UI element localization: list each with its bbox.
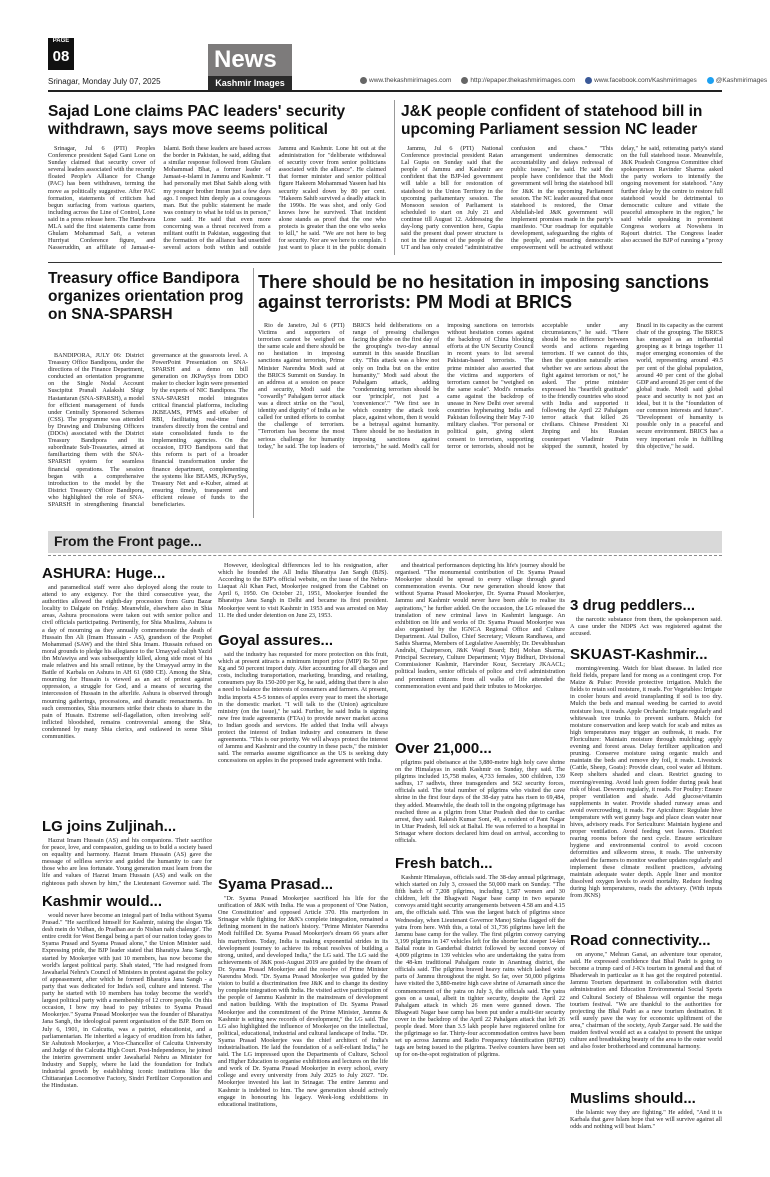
goyal-body: said the industry has requested for more protection on this fruit, which at present attracts a minimum import price (MIP) Rs 50 per Kg and 50 percent import duty. After accounting for all charges and costs, including transportation, marketing, branding, and retailing, consumers pay Rs 150-200 per Kg, he said, adding that there is also a need to balance the interests of consumers and farmers. At present, India imports 4.5-5 tonnes of apples every year to meet the shortage in the domestic market. "I will talk to the (Union) agriculture ministry (on the issue)," he said. Further, he said India is signing new free trade agreements (FTAs) to provide newer market access to Indian goods and services. He added that India will always protect the interest of Indian industry and consumers in these agreements. "This is our priority. We will always protect the interest of Jammu and Kashmir and the country in these pacts," the minister said. The remarks assume significance as the US is seeking duty concessions on apples in the proposed trade agreement with India. bbox=[218, 651, 388, 765]
lg-body: Hazrat Imam Hussain (AS) and his companions. Their sacrifice for peace, love, and compassion, guiding us to build a society based on equality and harmony. Hazrat Imam Hussain (AS) gave the message of selfless service and guided the humanity to care for those who are less fortunate. Young generation must learn from the life and values of Hazrat Imam Hussain (AS) and walk on the righteous path shown by him," the Lieutenant Governor said. The bbox=[42, 837, 212, 887]
story1-headline: Sajad Lone claims PAC leaders' security withdrawn, says move seems political bbox=[48, 103, 346, 138]
muslims-body: the Islamic way they are fighting." He added, "And it is Karbala that gave Islam hope that we will survive against all odds and nothing will beat Islam." bbox=[570, 1109, 722, 1131]
divider bbox=[253, 268, 254, 518]
page-label: PAGE bbox=[48, 38, 74, 44]
section-title: News bbox=[214, 46, 277, 73]
goyal-heading: Goyal assures... bbox=[218, 632, 334, 649]
skuast-heading: SKUAST-Kashmir... bbox=[570, 646, 708, 663]
ashura-heading: ASHURA: Huge... bbox=[42, 565, 166, 582]
globe-icon bbox=[461, 77, 468, 84]
globe-icon bbox=[360, 77, 367, 84]
divider bbox=[394, 100, 395, 255]
twitter-link[interactable]: @Kashmirimages bbox=[707, 77, 767, 84]
header-rule bbox=[48, 90, 722, 92]
drug-body: the narcotic substance from them, the spokesperson said. A case under the NDPS Act was registered against the accused. bbox=[570, 616, 722, 638]
over-body: pilgrims paid obeisance at the 3,880-metre high holy cave shrine on the Himalayas in south Kashmir on Sunday, they said. The pilgrims included 15,758 males, 4,733 females, 300 children, 139 sadhus, 17 sadhvis, three transgenders and 562 security forces, officials said. The total number of pilgrims who visited the cave shrine in the first four days of the 38-day yatra has risen to 69,484, they added. Meanwhile, the death toll in the ongoing pilgrimage has reached three as a pilgrim from Uttar Pradesh died due to cardiac arrest, they said. Rakesh Kumar Soni, 49, a resident of Pant Nagar in Uttar Pradesh, fell sick at Baltal. He was referred to a hospital in Srinagar where doctors declared him dead on arrival, according to officials. bbox=[395, 759, 565, 845]
fresh-body: Kashmir Himalayas, officials said. The 38-day annual pilgrimage, which started on July 3, crossed the 50,000 mark on Sunday. "The fifth batch of 7,208 pilgrims, including 1,587 women and 30 children, left the Bhagwati Nagar base camp in two separate convoys amid tight security arrangements between 4.58 am and 4.15 am, the officials said. This was the largest batch of pilgrims since Wednesday, when Lieutenant Governor Manoj Sinha flagged off the yatra from here. With this, a total of 31,736 pilgrims have left the Jammu base camp for the valley. The first pilgrim convoy carrying 3,199 pilgrims in 147 vehicles left for the shorter but steeper 14-km Baltal route in Ganderbal district followed by second convoy of 4,009 pilgrims in 139 vehicles who are undertaking the yatra from the 48-km traditional Pahalgam route in Anantnag district, the officials said. The pilgrims braved heavy rains which lashed wide parts of Jammu throughout the night. So far, over 50,000 pilgrims have visited the 3,880-metre high cave shrine of Amarnath since the commencement of the yatra on July 3, the officials said. The yatra goes on a usual, albeit in tighter security, despite the April 22 Pahalgam attack in which 26 men were gunned down. The Bhagwati Nagar base camp has been put under a multi-tier security cover in the backdrop of the April 22 Pahalgam attack that left 26 people dead. More than 3.5 lakh people have registered online for the pilgrimage so far. Thirty-four accommodation centres have been set up across Jammu and Radio Frequency Identification (RFID) tags are being issued to the pilgrims. Twelve counters have been set up for on-the-spot registration of pilgrims. bbox=[395, 874, 565, 1059]
facebook-link[interactable]: www.facebook.com/Kashmirimages bbox=[585, 77, 697, 84]
masthead-links bbox=[360, 77, 767, 84]
col2-top: However, ideological differences led to his resignation, after which he founded the All India Bharatiya Jan Sangh (BJS). According to the BJP's official website, on the issue of the Nehru-Liaquat Ali Khan Pact, Mookerjee resigned from the Cabinet on April 6, 1950. On October 21, 1951, Mookerjee founded the Bharatiya Jana Sangh in Delhi and became its first president. Mookerjee went to visit Kashmir in 1953 and was arrested on May 11. He died under detention on June 23, 1953. bbox=[218, 562, 388, 619]
story2-headline: J&K people confident of statehood bill in upcoming Parliament session NC leader bbox=[401, 103, 703, 138]
page-number: 08 bbox=[48, 44, 74, 70]
over-heading: Over 21,000... bbox=[395, 740, 492, 757]
story4-body: Rio de Janeiro, Jul 6 (PTI) Victims and supporters of terrorism cannot be weighed on the same scale and there should be no hesitation in imposing sanctions against terrorists, Prime Minister Narendra Modi said at the BRICS Summit on Sunday. In an address at a session on peace and security, Modi said the "cowardly" Pahalgam terror attack was a direct strike on the "soul, identity and dignity" of India as he called for united efforts to combat the challenge of terrorism. "Terrorism has become the most serious challenge for humanity today," he said. The top leaders of BRICS held deliberations on a range of pressing challenges facing the globe on the first day of the grouping's two-day annual summit in this seaside Brazilian city. "This attack was a blow not only on India but on the entire humanity," Modi said about the Pahalgam attack, adding "condemning terrorism should be our 'principle', not just a 'convenience'." "We first see in which country the attack took place, against whom, then it would be a betrayal against humanity. There should be no hesitation in imposing sanctions against terrorists," he said. Modi's call for imposing sanctions on terrorists without hesitation comes against the backdrop of China blocking efforts at the UN Security Council in recent years to list several Pakistan-based terrorists. The prime minister also asserted that the victims and supporters of terrorism cannot be "weighed on the same scale". Modi's remarks came against the backdrop of unease in New Delhi over several countries hyphenating India and Pakistan following their May 7-10 military clashes. "For personal or political gain, giving silent consent to terrorism, supporting terror or terrorists, should not be acceptable under any circumstances," he said. "There should be no difference between words and actions regarding terrorism. If we cannot do this, then the question naturally arises whether we are serious about the fight against terrorism or not," he asked. The prime minister expressed his "heartfelt gratitude" to the friendly countries who stood with India and supported it following the April 22 Pahalgam terror attack that killed 26 civilians. Chinese President Xi Jinping and his Russian counterpart Vladimir Putin skipped the summit, hosted by Brazil in its capacity as the current chair of the grouping. The BRICS has emerged as an influential grouping as it brings together 11 major emerging economies of the world, representing around 49.5 per cent of the global population, around 40 per cent of the global GDP and around 26 per cent of the global trade. Modi said global peace and security is not just an ideal, but it is the "foundation of our common interests and future". "Development of humanity is possible only in a peaceful and secure environment. BRICS has a very important role in fulfilling this objective," he said. bbox=[258, 322, 723, 450]
muslims-heading: Muslims should... bbox=[570, 1090, 696, 1107]
kashmir-body: would never have become an integral part of India without Syama Prasad." "He sacrificed himself for Kashmir, raising the slogan 'Ek desh mein do Vidhan, do Pradhan aur do Nishan nahi chalenge'. The entire credit for West Bengal being a part of our nation today goes to Syama Prasad and Syama Prasad alone," the Union Minister said. Expressing pride, the BJP leader stated that Bharatiya Jana Sangh, started by Mookerjee with just 10 members, has now become the world's largest political party. Shah stated, "He had resigned from Jawaharlal Nehru's Council of Ministers in protest against the policy of appeasement, after which he formed Bharatiya Jana Sangh - a party that was dedicated for India's soil, culture and interest. The party he started with 10 members has today become the world's largest political party with a membership of 12 crore people. On this occasion, I bow my head to pay tributes to Syama Prasad Mookerjee." Syama Prasad Mookerjee was the founder of Bharatiya Jana Sangh, the ideological parent organisation of the BJP. Born on July 6, 1901, in Calcutta, was a patriot, educationist, and a parliamentarian. He inherited a legacy of erudition from his father, Sir Ashutosh Mookerjee, a Vice-Chancellor of Calcutta University and Judge of the Calcutta High Court. Post-Independence, he joined the interim government under Jawaharlal Nehru as Minister for Industry and Supply, where he laid the foundation for India's industrial growth by establishing iconic institutions like the Chittaranjan Locomotive Factory, Sindri Fertilizer Corporation and the Hindustan. bbox=[42, 912, 212, 1090]
paper-name: Kashmir Images bbox=[208, 76, 292, 90]
lg-heading: LG joins Zuljinah... bbox=[42, 818, 177, 835]
road-heading: Road connectivity... bbox=[570, 932, 711, 949]
col3-top: and theatrical performances depicting his life's journey should be organised. "The monumental contribution of Dr. Syama Prasad Mookerjee should be spread to every village through grand commemoration events. Our new generation should know that without Syama Prasad Mookerjee, Dr. Syama Prasad Mookerjee, Jammu and Kashmir would never have been able to realise its aspirations," he further added. On the occasion, the LG released the translation of new criminal laws in Kashmiri language. An exhibition on life and works of Dr. Syama Prasad Mookerjee was also organised by the IGNCA Regional Office and Culture Department. Atal Dulloo, Chief Secretary; Vikram Randhawa, and Sathis Sharma, Members of Legislative Assembly; Dr. Devabhushan Andrabi, Chairperson, J&K Waqf Board; Brij Mohan Sharma, Principal Secretary, Culture Department; Vijay Bidhuri, Divisional Commissioner Kashmir, Harvinder Kour, Secretary JKAACL; political leaders, senior officials of police and civil administration and prominent citizens from all walks of life attended the commemoration event and paid their tributes to Mookerjee. bbox=[395, 562, 565, 690]
front-page-title: From the Front page... bbox=[54, 533, 202, 549]
twitter-icon bbox=[707, 77, 714, 84]
story1-body: Srinagar, Jul 6 (PTI) Peoples Conference president Sajad Gani Lone on Sunday claimed that security cover of several leaders associated with the recently floated People's Alliance for Change (PAC) has been withdrawn, terming the move as politically suggestive. After PAC formation, statements of criticism had begun surfacing from various quarters, including across the Line of Control, Lone said in a press release here. The Handwara MLA said the first statements came from Ghulam Mohammad Safi, a veteran Hurriyat Conference figure, and Nasseruddin, an affiliate of Jamaat-e-Islami. Both these leaders are based across the border in Pakistan, he said, adding that a similar response followed from Ghulam Mohammad Bhat, a former leader of Jamaat-e-Islami in Jammu and Kashmir. "I had personally met Bhat Sahib along with my younger brother Imran just a few days ago. I respect him deeply as a courageous man. But the public statement he made was contrary to what he told us in person," Lone said. He said that even more concerning was a threat received from a militant outfit in Pakistan, suggesting that the formation of the alliance had unsettled several actors both within and outside Jammu and Kashmir. Lone hit out at the administration for "deliberate withdrawal of security cover from senior politicians associated with the alliance". He claimed that former minister and senior political figure Hakeem Mohammad Yaseen had his security scaled down by 80 per cent. "Hakeem Sahib survived a deadly attack in the 1990s. He was shot, and only God knows how he survived. That incident alone stands as proof that the one who protects is greater than the one who seeks to kill," he said. "We are not here to beg for security. Nor are we here to complain. I just want to place it in the public domain bbox=[48, 145, 386, 252]
website-link[interactable]: www.thekashmirimages.com bbox=[360, 77, 451, 84]
syama-heading: Syama Prasad... bbox=[218, 876, 334, 893]
syama-body: "Dr. Syama Prasad Mookerjee sacrificed his life for the unification of J&K with India. He was a proponent of 'One Nation, One Constitution' and opposed Article 370. His martyrdom in Srinagar while fighting for J&K's complete integration, remained a defining moment in the nation's history. "Prime Minister Narendra Modi fulfilled Dr. Syama Prasad Mookerjee's dream 66 years after his martyrdom. Today, India is making exponential strides in its development journey to achieve its robust resolves of building a strong, united, and developed India," the LG said. The LG said the achievements of J&K post-August 2019 are guided by the dream of Dr. Syama Prasad Mookerjee and the resolve of Prime Minister Narendra Modi. "Dr. Syama Prasad Mookerjee was guided by the vision to build a discrimination free J&K and to change its destiny by complete integration with India. He visited active participation of the people of Jammu Kashmir in the mainstream of development and nation building. With the inspiration of Dr. Syama Prasad Mookerjee and the commitment of the Prime Minister, Jammu & Kashmir is setting new records of development," the LG said. The LG also highlighted the influence of Mookerjee on the intellectual, political, educational, industrial and cultural landscape of India. "Dr. Syama Prasad Mookerjee was the chief architect of India's industrialisation. He laid the foundation of a self-reliant India," he said. The LG impressed upon the Departments of Culture, School and Higher Education to organise exhibitions and lectures on the life and work of Dr. Syama Prasad Mookerjee in every school, every college and every university from July 2025 to July 2027. "Dr. Mookerjee invested his last in Srinagar. The entire Jammu and Kashmir is indebted to him. The new generation should actively engage in honouring his legacy. Week-long exhibitions in educational institutions, bbox=[218, 895, 388, 1108]
story2-body: Jammu, Jul 6 (PTI) National Conference provincial president Ratan Lal Gupta on Sunday said that the people of Jammu and Kashmir are confident that the BJP-led government will table a bill for restoration of statehood to the Union Territory in the upcoming parliamentary session. The Monsoon session of Parliament is scheduled to start on July 21 and continue till August 12. Addressing the day-long party convention here, Gupta said the present dual power structure is not in the interest of the people of the UT and has only created "administrative confusion and chaos." "This arrangement undermines democratic accountability and delays redressal of public issues," he said. He said the people have confidence that the Modi government will bring the statehood bill for J&K in the upcoming Parliament session. The NC leader assured that once statehood is restored, the Omar Abdullah-led J&K government will implement promises made in the party's manifesto. "Our roadmap for equitable development, safeguarding the rights of the people, and ensuring democratic empowerment will be activated without delay," he said, reiterating party's stand on the full statehood issue. Meanwhile, J&K Pradesh Congress Committee chief spokesperson Ravinder Sharma asked the party workers to intensify the ongoing movement for statehood. "Any further delay by the centre to restore full statehood would be detrimental to democratic culture and vitiate the peaceful atmosphere in the region," he said while speaking in prominent Congress workers at Nowshera in Rajouri district. The Congress leader also accused the BJP of running a "proxy bbox=[401, 145, 723, 252]
fresh-heading: Fresh batch... bbox=[395, 855, 493, 872]
ashura-body: and paramedical staff were also deployed along the route to attend to any exigency. For the third consecutive year, the authorities allowed the eighth-day procession from Guru Bazar locality to Dalgate on Friday. Meanwhile, elsewhere also in Shia areas, Ashura processions were taken out with senior police and civil officials participating. Pertinently, for Shia Muslims, Ashura is a day of mourning as they annually commemorate the death of Hussain Ibn Ali (Imam Hussain - AS), grandson of the Prophet Mohammad (SAW) and the third Shia Imam. Hussain refused on moral grounds to pledge his allegiance to the Umayyad caliph Yazid ibn Mu'awiya and was subsequently killed, along side most of his male relatives and his small retinue, by the Umayyad army in the Battle of Karbala on Ashura in AH 61 (680 CE). Among the Shia, mourning for Hussain is viewed as an act of protest against oppression, a struggle for God, and a means of securing the intercession of Hussain in the afterlife. Ashura is observed through mourning gatherings, processions, and dramatic reenactments. In such ceremonies, Shia mourners strike their chests to share in the pain of Husain. Extreme self-flagellation, often involving self-inflicted bloodshed, remains controversial among the Shia, condemned by many Shia clerics, and outlawed in some Shia communities. bbox=[42, 584, 212, 740]
dateline: Srinagar, Monday July 07, 2025 bbox=[48, 77, 161, 86]
skuast-body: morning/evening. Watch for blast disease. In lailed rice field fields, prepare land for mong as a contingent crop. For Maize & Pulse: Provide protective irrigation. Mulch the fields to retain soil moisture, it reads. For Vegetables: Irrigate in cooler hours and avoid transplanting if soil is too dry. Mulch the beds and manual weeding be carried to avoid moisture loss, it reads. Apple Orchards: Irrigate regularly and whitewash tree trunks to prevent sunburn. Mulch for moisture conservation and keep watch for scab and mites as high temperatures may trigger an outbreak, it reads. For Floriculture: Maintain moisture through mulching; apply evening and forest areas. Delay fertilizer application and pruning. Conserve moisture using organic mulch and maintain the beds and remove dry foil, it reads. Livestock (Cattle, Sheep, Goats): Provide clean, cool water ad libitum. Keep shelters shaded and clean. Restrict grazing to morning/evening. Avoid lush green fodder during peak heat risk of bloat. Deworm regularly, it reads. For Poultry: Ensure proper ventilation and shade. Add glucose/vitamin supplements in water. Provide shaded runway areas and avoid overcrowding, it reads. For Apiculture: Regulate hive temperature with wet gunny bags and place clean water near hives, advisory reads. For Sericulture: Maintain hygiene and proper ventilation. Avoid feeding wet leaves. Disinfect rearing rooms before the next cycle. Ensure sericulture hygiene and environmental control to avoid cocoon deformities and silkworm stress, it reads. The university advised the farmers to monitor weather updates regularly and implement these climate resilient practices, advising maintain adequate water depth. Apple liner and monitor dissolved oxygen levels to avoid mortality. Reduce feeding during high temperatures, reads the advisory. (With inputs from JKNS) bbox=[570, 665, 722, 899]
story3-headline: Treasury office Bandipora organizes orientation prog on SNA-SPARSH bbox=[48, 270, 244, 323]
story4-headline: There should be no hesitation in imposing sanctions against terrorists: PM Modi at BRICS bbox=[258, 272, 710, 312]
road-body: on anyone," Mehran Ganai, an adventure tour operator, said. He expressed confidence that Bhal Padri is going to become a trump card of J-K's tourism in general and that of Bhaderwah in particular as it has got the required potential. Jammu Tourism department in collaboration with district administration and Education Environmental Social Sports and Cultural Society of Bhalessa will organise the mega tourism festival. "We are thankful to the authorities for projecting the Bhal Padri as a new tourism destination. It will surely pave the way for economic upliftment of the area," chairman of the society, Ayub Zargar said. He said the maiden festival would act as a catalyst to present the unique culture and breathtaking beauty of the area to the outer world and also foster brotherhood and communal harmony. bbox=[570, 951, 722, 1051]
section-rule bbox=[48, 262, 722, 263]
dashed-rule bbox=[48, 555, 722, 556]
story3-body: BANDIPORA, JULY 06: District Treasury Office Bandipora, under the directions of the Finance Department, conducted an orientation programme on the Single Nodal Account Suscipitut Pranali Aalakshi Shigr Hastantaran (SNA-SPARSH), a model for efficient management of funds under Centrally Sponsored Schemes (CSS). The programme was attended by Drawing and Disbursing Officers (DDOs) associated with the District Treasury Bandipora and its subordinate Sub-Treasuries, aimed at familiarizing them with the SNA-SPARSH system for seamless financial operations. The session began with a comprehensive introduction to the model by the District Treasury Officer Bandipora, who highlighted the role of SNA-SPARSH in strengthening financial governance at the grassroots level. A PowerPoint Presentation on SNA-SPARSH and a demo on bill generation on JKPaySys from DDO maker to checker login were presented by the experts of NIC Bandipora. The SNA-SPARSH model integrates critical financial platforms, including JKBEAMS, PFMS and eKuber of RBI, facilitating real-time fund transfers directly from the central and state consolidated funds to the implementing agencies. On the occasion, DTO Bandipora said that this reform is part of a broader financial transformation under the finance department, complementing the systems like BEAMS, JKPaySys, Treasury Net and e-Kuber, aimed at ensuring timely, transparent and efficient release of funds to the beneficiaries. bbox=[48, 352, 248, 508]
epaper-link[interactable]: http://epaper.thekashmirimages.com bbox=[461, 77, 575, 84]
kashmir-heading: Kashmir would... bbox=[42, 893, 163, 910]
drug-heading: 3 drug peddlers... bbox=[570, 597, 696, 614]
facebook-icon bbox=[585, 77, 592, 84]
